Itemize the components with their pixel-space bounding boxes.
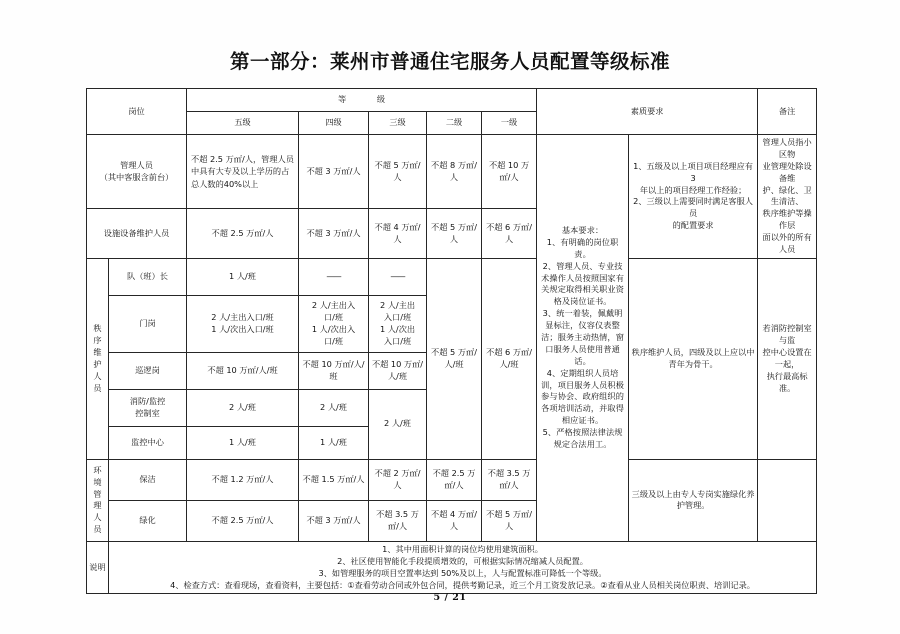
quality-requirement-item-2: 2、管理人员、专业技术操作人员按照国家有关规定取得相关职业资格及岗位证书。 <box>541 260 625 307</box>
order-gate-g4-line-1: 2 人/主出入 <box>311 300 356 311</box>
cell-management-requirement <box>629 135 758 259</box>
order-gate-g3-line-4: 入口/班 <box>383 335 412 346</box>
cell-order-patrol-g4: 不超 10 万㎡/人/班 <box>299 352 369 389</box>
cell-order-gate-g5 <box>187 295 299 352</box>
order-remark-line-2: 控中心设置在一起， <box>762 347 812 369</box>
cell-management-g1: 不超 10 万㎡/人 <box>482 135 537 209</box>
quality-requirement-item-5: 5、严格按照法律法规规定合法用工。 <box>542 427 623 450</box>
environment-label-char-2: 境 <box>93 476 102 487</box>
quality-requirement-heading: 基本要求： <box>561 224 604 235</box>
order-gate-g4-line-4: 口/班 <box>323 335 344 346</box>
row-label-order-leader: 队（班）长 <box>109 258 187 295</box>
row-label-environment-cleaning: 保洁 <box>109 459 187 500</box>
cell-environment-greening-g4: 不超 3 万㎡/人 <box>299 500 369 541</box>
order-gate-g4-line-2: 口/班 <box>323 312 344 323</box>
cell-environment-cleaning-g4: 不超 1.5 万㎡/人 <box>299 459 369 500</box>
management-remark-line-3: 护、绿化、卫生清洁、 <box>762 184 812 207</box>
order-gate-g5-line-1: 2 人/主出入口/班 <box>211 312 274 323</box>
page-title: 第一部分：莱州市普通住宅服务人员配置等级标准 <box>229 50 670 73</box>
order-label-char-2: 序 <box>93 335 102 346</box>
standards-table-wrapper <box>86 88 816 594</box>
management-remark-line-1: 管理人员指小区物 <box>762 137 812 159</box>
table-row-management <box>87 135 817 209</box>
cell-facility-g4: 不超 3 万㎡/人 <box>299 209 369 259</box>
cell-management-g5: 不超 2.5 万㎡/人，管理人员中具有大专及以上学历的占总人数的40%以上 <box>187 135 299 209</box>
environment-label-char-6: 员 <box>93 524 102 535</box>
header-remark: 备注 <box>758 89 817 135</box>
cell-facility-g2: 不超 5 万㎡/人 <box>427 209 482 259</box>
header-grade-4: 四级 <box>299 112 369 135</box>
order-remark-line-3: 执行最高标准。 <box>766 370 808 393</box>
cell-environment-greening-g3: 不超 3.5 万㎡/人 <box>369 500 427 541</box>
row-label-order-fire-control <box>109 389 187 426</box>
cell-management-g4: 不超 3 万㎡/人 <box>299 135 369 209</box>
header-grade-group: 等 级 <box>187 89 537 112</box>
cell-order-monitor-center-g5: 1 人/班 <box>187 426 299 459</box>
table-header-row-1 <box>87 89 817 112</box>
cell-management-g2: 不超 8 万㎡/人 <box>427 135 482 209</box>
row-label-order-maintenance <box>87 258 109 459</box>
cell-order-g1-merged: 不超 6 万㎡/人/班 <box>482 258 537 459</box>
management-requirement-line-1: 1、五级及以上项目项目经理应有3 <box>633 160 753 183</box>
header-quality-requirement: 素质要求 <box>537 89 758 135</box>
cell-environment-cleaning-g3: 不超 2 万㎡/人 <box>369 459 427 500</box>
cell-order-fire-control-g5: 2 人/班 <box>187 389 299 426</box>
cell-environment-cleaning-g1: 不超 3.5 万㎡/人 <box>482 459 537 500</box>
order-gate-g3-line-2: 入口/班 <box>383 312 412 323</box>
quality-requirement-item-1: 1、有明确的岗位职责。 <box>546 236 619 259</box>
header-grade-2: 二级 <box>427 112 482 135</box>
row-label-order-patrol: 巡逻岗 <box>109 352 187 389</box>
cell-quality-requirement-text <box>537 135 629 542</box>
cell-order-gate-g4 <box>299 295 369 352</box>
cell-environment-requirement: 三级及以上由专人专岗实施绿化养护管理。 <box>629 459 758 541</box>
order-remark-line-1: 若消防控制室与监 <box>762 323 812 346</box>
order-label-char-5: 人 <box>93 370 102 381</box>
page-footer: 5 / 21 <box>433 592 467 603</box>
explanation-item-3: 3、如管理服务的项目空置率达到 50%及以上，人与配置标准可降低一个等级。 <box>318 567 607 578</box>
order-label-char-1: 秩 <box>93 323 102 334</box>
cell-order-requirement: 秩序维护人员，四级及以上应以中青年为骨干。 <box>629 258 758 459</box>
explanation-item-2: 2、社区使用智能化手段提质增效的，可根据实际情况缩减人员配置。 <box>337 555 588 566</box>
cell-order-remark <box>758 258 817 459</box>
cell-environment-cleaning-g5: 不超 1.2 万㎡/人 <box>187 459 299 500</box>
explanation-body <box>109 541 817 594</box>
header-grade-1: 一级 <box>482 112 537 135</box>
order-gate-g4-line-3: 1 人/次出入 <box>311 323 356 334</box>
management-remark-line-4: 秩序维护等操作层 <box>762 208 812 231</box>
row-label-facility: 设施设备维护人员 <box>87 209 187 259</box>
row-label-environment-greening: 绿化 <box>109 500 187 541</box>
header-grade-5: 五级 <box>187 112 299 135</box>
cell-order-leader-g4: —— <box>299 258 369 295</box>
quality-requirement-item-4: 4、定期组织人员培训，项目服务人员积极参与协会、政府组织的各项培训活动，并取得相应证书。 <box>541 367 625 426</box>
order-label-char-4: 护 <box>93 358 102 369</box>
cell-order-leader-g5: 1 人/班 <box>187 258 299 295</box>
explanation-item-1: 1、其中用面积计算的岗位均使用建筑面积。 <box>382 543 543 554</box>
cell-environment-greening-g2: 不超 4 万㎡/人 <box>427 500 482 541</box>
order-label-char-3: 维 <box>93 347 102 358</box>
header-grade-3: 三级 <box>369 112 427 135</box>
cell-order-fire-control-g4: 2 人/班 <box>299 389 369 426</box>
row-label-management-main: 管理人员 <box>120 159 153 170</box>
cell-order-monitor-center-g4: 1 人/班 <box>299 426 369 459</box>
cell-facility-g3: 不超 4 万㎡/人 <box>369 209 427 259</box>
cell-management-g3: 不超 5 万㎡/人 <box>369 135 427 209</box>
order-gate-g3-line-1: 2 人/主出 <box>379 300 416 311</box>
cell-environment-remark <box>758 459 817 541</box>
order-fire-control-label-line-1: 消防/监控 <box>129 396 166 407</box>
order-fire-control-label-line-2: 控制室 <box>135 407 160 418</box>
order-gate-g5-line-2: 1 人/次出入口/班 <box>211 323 274 334</box>
cell-management-remark <box>758 135 817 259</box>
order-label-char-6: 员 <box>93 382 102 393</box>
row-label-management-sub: （其中客服含前台） <box>99 171 174 182</box>
management-requirement-line-2: 年以上的项目经理工作经验； <box>639 184 747 195</box>
order-gate-g3-line-3: 1 人/次出 <box>379 323 416 334</box>
explanation-label: 说明 <box>87 541 109 594</box>
management-remark-line-2: 业管理处除设备维 <box>762 160 812 183</box>
management-requirement-line-3: 2、三级以上需要同时满足客服人员 <box>633 196 753 219</box>
row-label-management <box>87 135 187 209</box>
cell-order-gate-g3 <box>369 295 427 352</box>
table-row-environment-cleaning <box>87 459 817 500</box>
table-row-order-leader <box>87 258 817 295</box>
cell-order-patrol-g5: 不超 10 万㎡/人/班 <box>187 352 299 389</box>
cell-order-patrol-g3: 不超 10 万㎡/人/班 <box>369 352 427 389</box>
row-label-order-monitor-center: 监控中心 <box>109 426 187 459</box>
environment-label-char-5: 人 <box>93 512 102 523</box>
header-post: 岗位 <box>87 89 187 135</box>
environment-label-char-4: 理 <box>93 500 102 511</box>
standards-table <box>86 88 817 594</box>
cell-facility-g1: 不超 6 万㎡/人 <box>482 209 537 259</box>
cell-environment-greening-g1: 不超 5 万㎡/人 <box>482 500 537 541</box>
row-label-order-gate: 门岗 <box>109 295 187 352</box>
row-label-environment-management <box>87 459 109 541</box>
cell-facility-g5: 不超 2.5 万㎡/人 <box>187 209 299 259</box>
management-requirement-line-4: 的配置要求 <box>672 220 714 231</box>
cell-order-g3-merged: 2 人/班 <box>369 389 427 459</box>
cell-environment-greening-g5: 不超 2.5 万㎡/人 <box>187 500 299 541</box>
quality-requirement-item-3: 3、统一着装，佩戴明显标注，仪容仪表整洁；服务主动热情，窗口服务人员使用普通话。 <box>541 308 625 366</box>
management-remark-line-5: 面以外的所有人员 <box>762 232 812 255</box>
explanation-item-4: 4、检查方式：查看现场，查看资料，主要包括：①查看劳动合同或外包合同，提供考勤记录，近三个月工资发放记录。②查看从业人员相关岗位职责、培训记录。 <box>170 579 755 590</box>
table-row-explanation <box>87 541 817 594</box>
environment-label-char-3: 管 <box>93 488 102 499</box>
cell-environment-cleaning-g2: 不超 2.5 万㎡/人 <box>427 459 482 500</box>
cell-order-leader-g3: —— <box>369 258 427 295</box>
environment-label-char-1: 环 <box>93 464 102 475</box>
cell-order-g2-merged: 不超 5 万㎡/人/班 <box>427 258 482 459</box>
